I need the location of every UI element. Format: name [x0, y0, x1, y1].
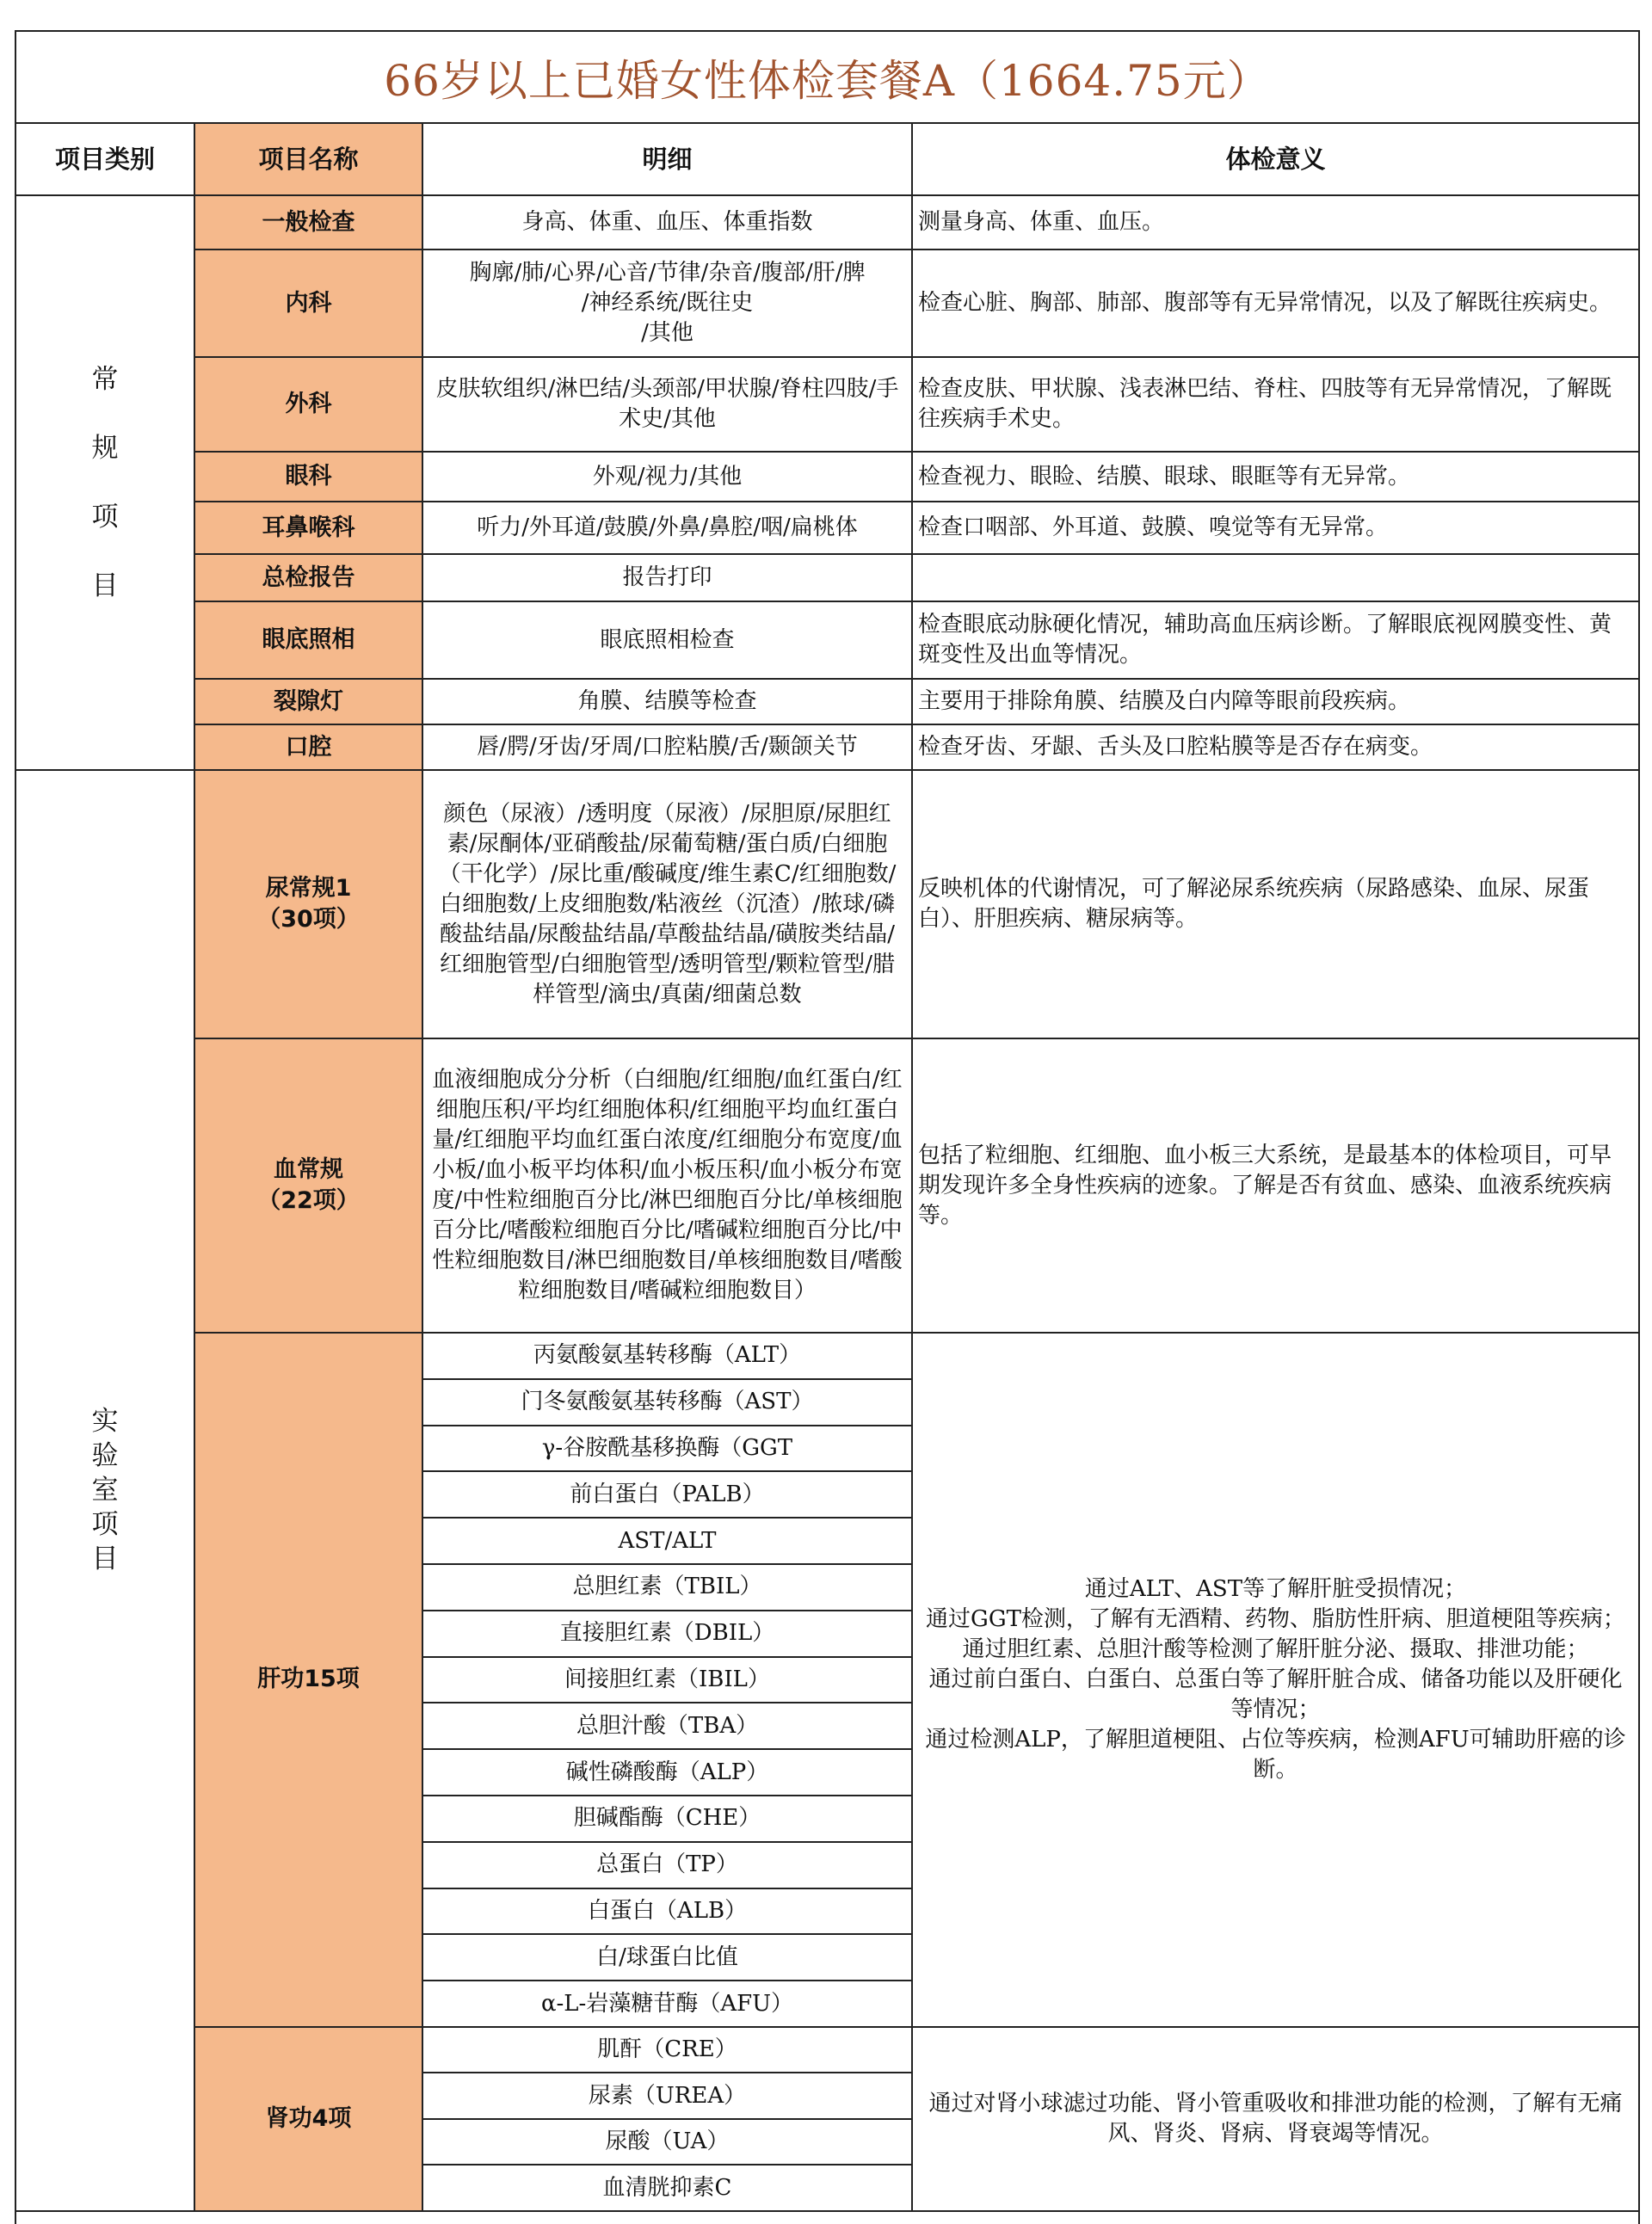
exam-items-table: [16, 124, 1638, 2212]
item-detail: 碱性磷酸酶（ALP）: [422, 1749, 912, 1796]
item-detail: 间接胆红素（IBIL）: [422, 1657, 912, 1703]
item-detail: 角膜、结膜等检查: [422, 679, 912, 724]
item-detail: 胸廓/肺/心界/心音/节律/杂音/腹部/肝/脾 /神经系统/既往史 /其他: [422, 250, 912, 357]
category-cell: [16, 770, 194, 2211]
item-name: 肝功15项: [194, 1333, 422, 2027]
table-row: [16, 502, 1638, 554]
category-label: 实 验 室 项 目: [91, 1406, 119, 1575]
item-detail: 外观/视力/其他: [422, 452, 912, 502]
item-name: 总检报告: [194, 554, 422, 601]
page-title: 66岁以上已婚女性体检套餐A（1664.75元）: [16, 32, 1638, 124]
item-detail: 白蛋白（ALB）: [422, 1888, 912, 1935]
category-label: 常 规 项 目: [91, 364, 119, 601]
item-detail: 直接胆红素（DBIL）: [422, 1611, 912, 1657]
item-meaning: 主要用于排除角膜、结膜及白内障等眼前段疾病。: [912, 679, 1638, 724]
item-detail: 身高、体重、血压、体重指数: [422, 195, 912, 250]
item-detail: α-L-岩藻糖苷酶（AFU）: [422, 1981, 912, 2027]
item-detail: 血清胱抑素C: [422, 2165, 912, 2211]
item-meaning: 包括了粒细胞、红细胞、血小板三大系统，是最基本的体检项目，可早期发现许多全身性疾病的迹象。了解是否有贫血、感染、血液系统疾病等。: [912, 1038, 1638, 1333]
item-detail: AST/ALT: [422, 1518, 912, 1564]
header-item-name: 项目名称: [194, 124, 422, 195]
item-detail: 皮肤软组织/淋巴结/头颈部/甲状腺/脊柱四肢/手术史/其他: [422, 357, 912, 452]
item-meaning: 通过ALT、AST等了解肝脏受损情况； 通过GGT检测，了解有无酒精、药物、脂肪性肝病、胆道梗阻等疾病； 通过胆红素、总胆汁酸等检测了解肝脏分泌、摄取、排泄功能； 通过前白蛋白、白蛋白、总蛋白等了解肝脏合成、储备功能以及肝硬化等情况； 通过检测ALP，了解胆道梗阻、占位等疾病，检测AFU可辅助肝癌的诊断。: [912, 1333, 1638, 2027]
item-detail: 报告打印: [422, 554, 912, 601]
header-detail: 明细: [422, 124, 912, 195]
item-detail: 总胆红素（TBIL）: [422, 1564, 912, 1611]
item-name: 眼底照相: [194, 601, 422, 679]
item-meaning: 测量身高、体重、血压。: [912, 195, 1638, 250]
table-row: [16, 357, 1638, 452]
item-detail: 唇/腭/牙齿/牙周/口腔粘膜/舌/颞颌关节: [422, 724, 912, 770]
item-detail: 总蛋白（TP）: [422, 1842, 912, 1888]
item-detail: 血液细胞成分分析（白细胞/红细胞/血红蛋白/红细胞压积/平均红细胞体积/红细胞平均血红蛋白量/红细胞平均血红蛋白浓度/红细胞分布宽度/血小板/血小板平均体积/血小板压积/血小板分布宽度/中性粒细胞百分比/淋巴细胞百分比/单核细胞百分比/嗜酸粒细胞百分比/嗜碱粒细胞百分比/中性粒细胞数目/淋巴细胞数目/单核细胞数目/嗜酸粒细胞数目/嗜碱粒细胞数目）: [422, 1038, 912, 1333]
item-name: 内科: [194, 250, 422, 357]
table-header-row: [16, 124, 1638, 195]
item-name: 耳鼻喉科: [194, 502, 422, 554]
item-name: 肾功4项: [194, 2027, 422, 2211]
item-detail: 尿素（UREA）: [422, 2073, 912, 2119]
header-meaning: 体检意义: [912, 124, 1638, 195]
item-name: 一般检查: [194, 195, 422, 250]
table-row: [16, 452, 1638, 502]
item-meaning: 反映机体的代谢情况，可了解泌尿系统疾病（尿路感染、血尿、尿蛋白）、肝胆疾病、糖尿病等。: [912, 770, 1638, 1038]
exam-package-sheet: [15, 30, 1640, 2224]
item-detail: 总胆汁酸（TBA）: [422, 1703, 912, 1749]
table-row: [16, 679, 1638, 724]
item-meaning: 检查视力、眼睑、结膜、眼球、眼眶等有无异常。: [912, 452, 1638, 502]
table-row: [16, 770, 1638, 1038]
table-row: [16, 724, 1638, 770]
item-detail: 肌酐（CRE）: [422, 2027, 912, 2073]
item-detail: 尿酸（UA）: [422, 2119, 912, 2165]
item-detail: 前白蛋白（PALB）: [422, 1471, 912, 1518]
item-detail: 眼底照相检查: [422, 601, 912, 679]
item-meaning: 检查皮肤、甲状腺、浅表淋巴结、脊柱、四肢等有无异常情况，了解既往疾病手术史。: [912, 357, 1638, 452]
item-meaning: 检查口咽部、外耳道、鼓膜、嗅觉等有无异常。: [912, 502, 1638, 554]
item-detail: 听力/外耳道/鼓膜/外鼻/鼻腔/咽/扁桃体: [422, 502, 912, 554]
item-detail: 胆碱酯酶（CHE）: [422, 1796, 912, 1842]
item-detail: 颜色（尿液）/透明度（尿液）/尿胆原/尿胆红素/尿酮体/亚硝酸盐/尿葡萄糖/蛋白质/白细胞（干化学）/尿比重/酸碱度/维生素C/红细胞数/白细胞数/上皮细胞数/粘液丝（沉渣）/脓球/磷酸盐结晶/尿酸盐结晶/草酸盐结晶/磺胺类结晶/红细胞管型/白细胞管型/透明管型/颗粒管型/腊样管型/滴虫/真菌/细菌总数: [422, 770, 912, 1038]
item-name: 尿常规1 （30项）: [194, 770, 422, 1038]
table-row: [16, 250, 1638, 357]
item-detail: 门冬氨酸氨基转移酶（AST）: [422, 1379, 912, 1426]
table-row: [16, 554, 1638, 601]
item-detail: 丙氨酸氨基转移酶（ALT）: [422, 1333, 912, 1379]
category-cell: [16, 195, 194, 770]
item-name: 眼科: [194, 452, 422, 502]
table-row: [16, 195, 1638, 250]
table-row: [16, 2027, 1638, 2073]
table-row: [16, 1038, 1638, 1333]
item-name: 裂隙灯: [194, 679, 422, 724]
item-meaning: [912, 554, 1638, 601]
item-meaning: 检查牙齿、牙龈、舌头及口腔粘膜等是否存在病变。: [912, 724, 1638, 770]
item-name: 血常规 （22项）: [194, 1038, 422, 1333]
item-meaning: 通过对肾小球滤过功能、肾小管重吸收和排泄功能的检测，了解有无痛风、肾炎、肾病、肾衰竭等情况。: [912, 2027, 1638, 2211]
table-row: [16, 1333, 1638, 1379]
item-meaning: 检查心脏、胸部、肺部、腹部等有无异常情况，以及了解既往疾病史。: [912, 250, 1638, 357]
item-meaning: 检查眼底动脉硬化情况，辅助高血压病诊断。了解眼底视网膜变性、黄斑变性及出血等情况。: [912, 601, 1638, 679]
item-name: 外科: [194, 357, 422, 452]
item-name: 口腔: [194, 724, 422, 770]
table-row: [16, 601, 1638, 679]
header-category: 项目类别: [16, 124, 194, 195]
item-detail: γ-谷胺酰基移换酶（GGT: [422, 1426, 912, 1472]
item-detail: 白/球蛋白比值: [422, 1934, 912, 1981]
